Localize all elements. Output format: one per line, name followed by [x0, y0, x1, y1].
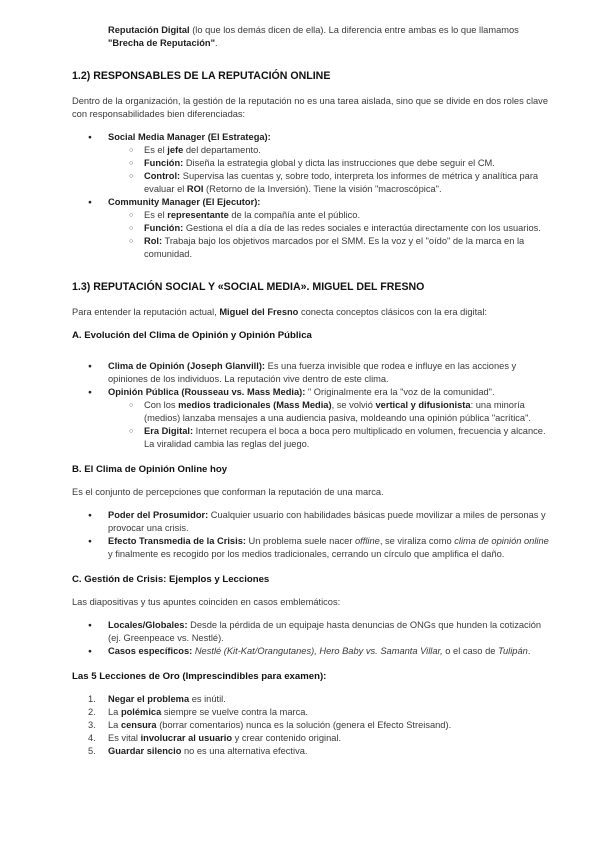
bold-text: Función:	[144, 223, 184, 233]
lessons-heading: Las 5 Lecciones de Oro (Imprescindibles para examen):	[72, 671, 327, 682]
text: Diseña la estrategia global y dicta las instrucciones que debe seguir el CM.	[183, 158, 495, 168]
smm-label: Social Media Manager (El Estratega):	[108, 132, 271, 142]
italic-text: offline	[355, 536, 380, 546]
text: La	[108, 707, 121, 717]
text: " Originalmente era la "voz de la comunidad".	[305, 387, 495, 397]
text: Con los	[144, 400, 179, 410]
text: (Retorno de la Inversión). Tiene la visión "macroscópica".	[203, 184, 442, 194]
text: Supervisa las cuentas y, sobre todo, interpreta los informes de métrica y analítica para evaluar el	[144, 171, 539, 194]
text: Gestiona el día a día de las redes sociales e interactúa directamente con los usuarios.	[183, 223, 541, 233]
text: Es vital	[108, 733, 141, 743]
list-number: 3.	[88, 720, 96, 730]
list-number: 4.	[88, 733, 96, 743]
bold-text: censura	[120, 720, 157, 730]
bold-text: Negar el problema	[108, 694, 190, 704]
list-item	[72, 509, 552, 535]
term-brecha-reputacion: "Brecha de Reputación"	[108, 38, 215, 48]
bold-text: Era Digital:	[144, 426, 194, 436]
subsection-b-list	[72, 509, 552, 561]
text: Desde la pérdida de un equipaje hasta denuncias de ONGs que hunden la cotización (ej. Greenpeace vs. Nestlé).	[108, 620, 542, 643]
bold-text: ROI	[186, 184, 204, 194]
subsection-c-list	[72, 619, 552, 658]
text: : una minoría (medios) lanzaba mensajes a una audiencia pasiva, moldeando una opinión pública "acrítica".	[144, 400, 531, 423]
list-item	[72, 719, 552, 732]
list-item	[72, 693, 552, 706]
bold-text: jefe	[167, 145, 184, 155]
list-item	[108, 170, 552, 196]
italic-text: Tulipán	[498, 646, 528, 656]
intro-text: (lo que los demás dicen de ella). La diferencia entre ambas es lo que llamamos	[189, 25, 519, 35]
bold-text: involucrar al usuario	[140, 733, 233, 743]
list-item	[72, 732, 552, 745]
list-number: 2.	[88, 707, 96, 717]
subsection-a-list	[72, 360, 552, 451]
text: y finalmente es recogido por los medios tradicionales, cerrando un círculo que amplifica el daño.	[108, 549, 505, 559]
text: o el caso de	[442, 646, 498, 656]
list-item	[72, 386, 552, 451]
text: , se viraliza como	[379, 536, 455, 546]
section-1-3-intro	[72, 306, 552, 319]
text: conecta conceptos clásicos con la era digital:	[298, 307, 487, 317]
subsection-b-heading: B. El Clima de Opinión Online hoy	[72, 464, 228, 475]
bold-text: representante	[167, 210, 229, 220]
list-item-cm	[72, 196, 552, 261]
text: Trabaja bajo los objetivos marcados por el SMM. Es la voz y el "oído" de la marca en la comunidad.	[144, 236, 525, 259]
list-item-smm	[72, 131, 552, 196]
subsection-c-heading: C. Gestión de Crisis: Ejemplos y Lecciones	[72, 574, 270, 585]
list-item	[108, 222, 552, 235]
italic-text: clima de opinión online	[454, 536, 549, 546]
text: no es una alternativa efectiva.	[181, 746, 308, 756]
list-item	[108, 157, 552, 170]
text: (borrar comentarios) nunca es la solución (genera el Efecto Streisand).	[156, 720, 452, 730]
text: .	[527, 646, 531, 656]
subsection-b-intro: Es el conjunto de percepciones que conforman la reputación de una marca.	[72, 487, 384, 497]
bold-text: Casos específicos:	[108, 646, 193, 656]
subsection-a-heading: A. Evolución del Clima de Opinión y Opinión Pública	[72, 330, 312, 341]
bold-text: vertical y difusionista	[375, 400, 471, 410]
author-name: Miguel del Fresno	[219, 307, 299, 317]
roles-list	[72, 131, 552, 261]
list-number: 5.	[88, 746, 96, 756]
section-1-2-intro: Dentro de la organización, la gestión de la reputación no es una tarea aislada, sino que se divide en dos roles clave con responsabilidades bien diferenciadas:	[72, 96, 548, 119]
bold-text: Opinión Pública (Rousseau vs. Mass Media):	[108, 387, 306, 397]
intro-text-end: .	[214, 38, 218, 48]
bold-text: Guardar silencio	[108, 746, 182, 756]
list-item	[72, 706, 552, 719]
bold-text: Efecto Transmedia de la Crisis:	[108, 536, 246, 546]
subsection-c-intro: Las diapositivas y tus apuntes coinciden en casos emblemáticos:	[72, 597, 341, 607]
cm-sublist	[108, 209, 552, 261]
text: Para entender la reputación actual,	[72, 307, 220, 317]
bold-text: Clima de Opinión (Joseph Glanvill):	[108, 361, 266, 371]
text: de la compañía ante el público.	[228, 210, 361, 220]
opinion-sublist	[108, 399, 552, 451]
list-item	[72, 535, 552, 561]
text: Es una fuerza invisible que rodea e influye en las acciones y opiniones de los individuos. La reputación vive dentro de este clima.	[108, 361, 517, 384]
list-item	[108, 235, 552, 261]
bold-text: Función:	[144, 158, 184, 168]
text: Internet recupera el boca a boca pero multiplicado en volumen, frecuencia y alcance. La viralidad cambia las reglas del juego.	[144, 426, 546, 449]
text: y crear contenido original.	[232, 733, 342, 743]
text: Cualquier usuario con habilidades básicas puede movilizar a miles de personas y provocar una crisis.	[108, 510, 546, 533]
cm-label: Community Manager (El Ejecutor):	[108, 197, 261, 207]
list-item	[72, 619, 552, 645]
list-item	[72, 645, 552, 658]
text: siempre se vuelve contra la marca.	[161, 707, 308, 717]
intro-paragraph	[108, 24, 552, 50]
bold-text: Locales/Globales:	[108, 620, 188, 630]
list-item	[72, 745, 552, 758]
text: del departamento.	[183, 145, 261, 155]
list-item	[72, 360, 552, 386]
list-item	[108, 425, 552, 451]
bold-text: Rol:	[144, 236, 163, 246]
section-1-3-heading: 1.3) REPUTACIÓN SOCIAL Y «SOCIAL MEDIA». MIGUEL DEL FRESNO	[72, 281, 425, 293]
bold-text: Poder del Prosumidor:	[108, 510, 209, 520]
text: Es el	[144, 145, 168, 155]
bold-text: medios tradicionales (Mass Media)	[178, 400, 332, 410]
list-item	[108, 399, 552, 425]
text: es inútil.	[189, 694, 226, 704]
text: Un problema suele nacer	[245, 536, 356, 546]
text: La	[108, 720, 121, 730]
term-reputacion-digital: Reputación Digital	[108, 25, 190, 35]
list-item	[108, 144, 552, 157]
spacer	[72, 352, 552, 360]
smm-sublist	[108, 144, 552, 196]
lessons-list	[72, 693, 552, 758]
section-1-2-heading: 1.2) RESPONSABLES DE LA REPUTACIÓN ONLINE	[72, 70, 331, 82]
bold-text: polémica	[120, 707, 162, 717]
bold-text: Control:	[144, 171, 181, 181]
list-number: 1.	[88, 694, 96, 704]
text: , se volvió	[331, 400, 376, 410]
text: Es el	[144, 210, 168, 220]
list-item	[108, 209, 552, 222]
italic-text: Nestlé (Kit-Kat/Orangutanes), Hero Baby vs. Samanta Villar,	[194, 646, 443, 656]
